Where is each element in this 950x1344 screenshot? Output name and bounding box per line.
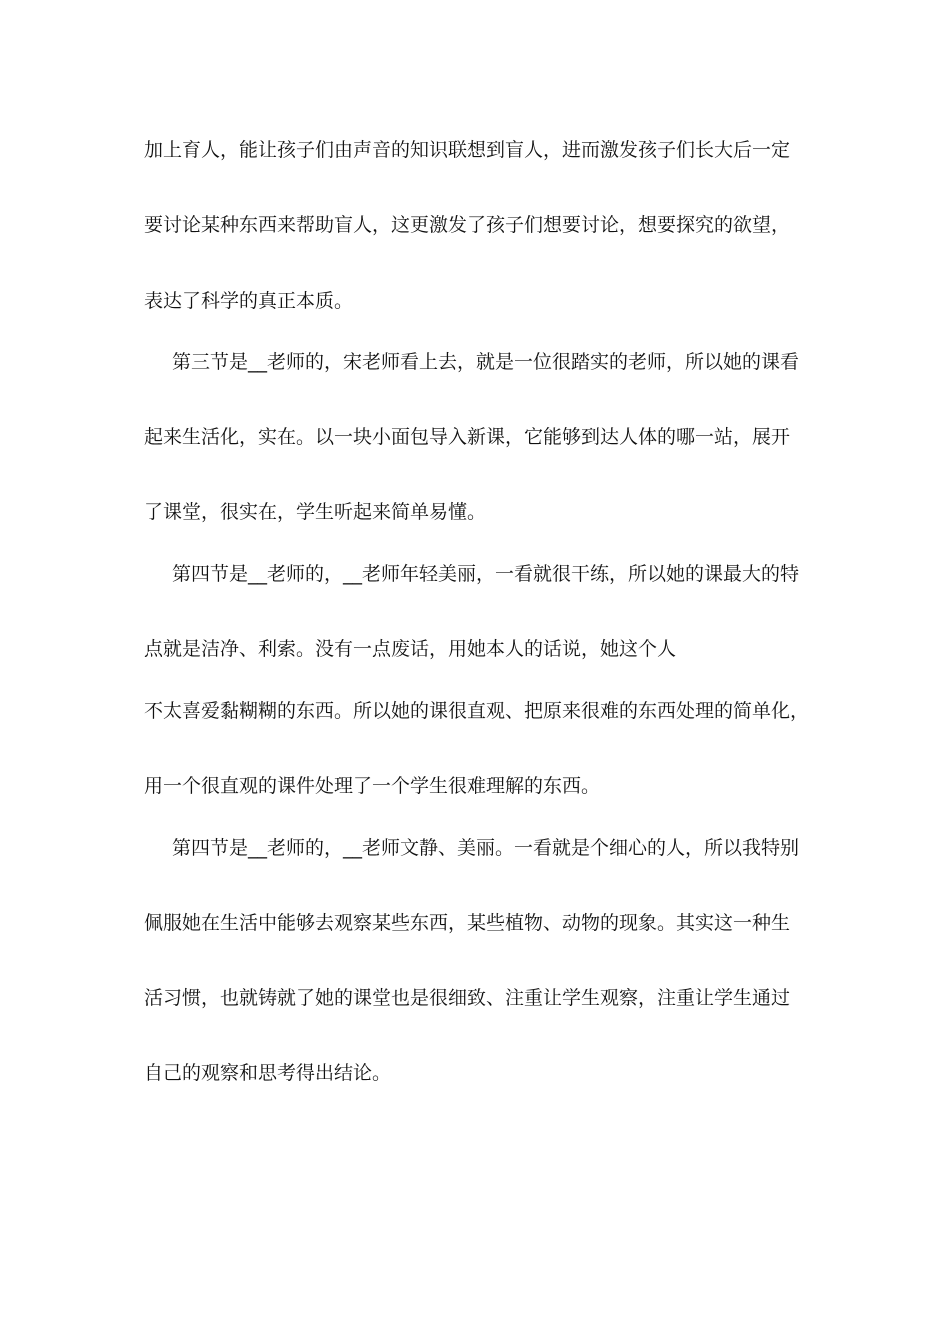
text-line-2: 要讨论某种东西来帮助盲人，这更激发了孩子们想要讨论，想要探究的欲望， [144,214,791,236]
text-line-10: 用一个很直观的课件处理了一个学生很难理解的东西。 [144,775,601,797]
text-line-6: 了课堂，很实在，学生听起来简单易懂。 [144,501,487,523]
text-line-7: 第四节是__老师的，__老师年轻美丽，一看就很干练，所以她的课最大的特 [172,563,800,585]
text-line-9: 不太喜爱黏糊糊的东西。所以她的课很直观、把原来很难的东西处理的简单化， [144,700,810,722]
text-line-11: 第四节是__老师的，__老师文静、美丽。一看就是个细心的人，所以我特别 [172,837,800,859]
text-line-13: 活习惯，也就铸就了她的课堂也是很细致、注重让学生观察，注重让学生通过 [144,987,791,1009]
text-line-4: 第三节是__老师的，宋老师看上去，就是一位很踏实的老师，所以她的课看 [172,351,800,373]
text-line-14: 自己的观察和思考得出结论。 [144,1062,392,1084]
text-line-8: 点就是洁净、利索。没有一点废话，用她本人的话说，她这个人 [144,638,677,660]
text-line-5: 起来生活化，实在。以一块小面包导入新课，它能够到达人体的哪一站，展开 [144,426,791,448]
text-line-12: 佩服她在生活中能够去观察某些东西，某些植物、动物的现象。其实这一种生 [144,912,791,934]
text-line-3: 表达了科学的真正本质。 [144,290,354,312]
text-line-1: 加上育人，能让孩子们由声音的知识联想到盲人，进而激发孩子们长大后一定 [144,139,791,161]
